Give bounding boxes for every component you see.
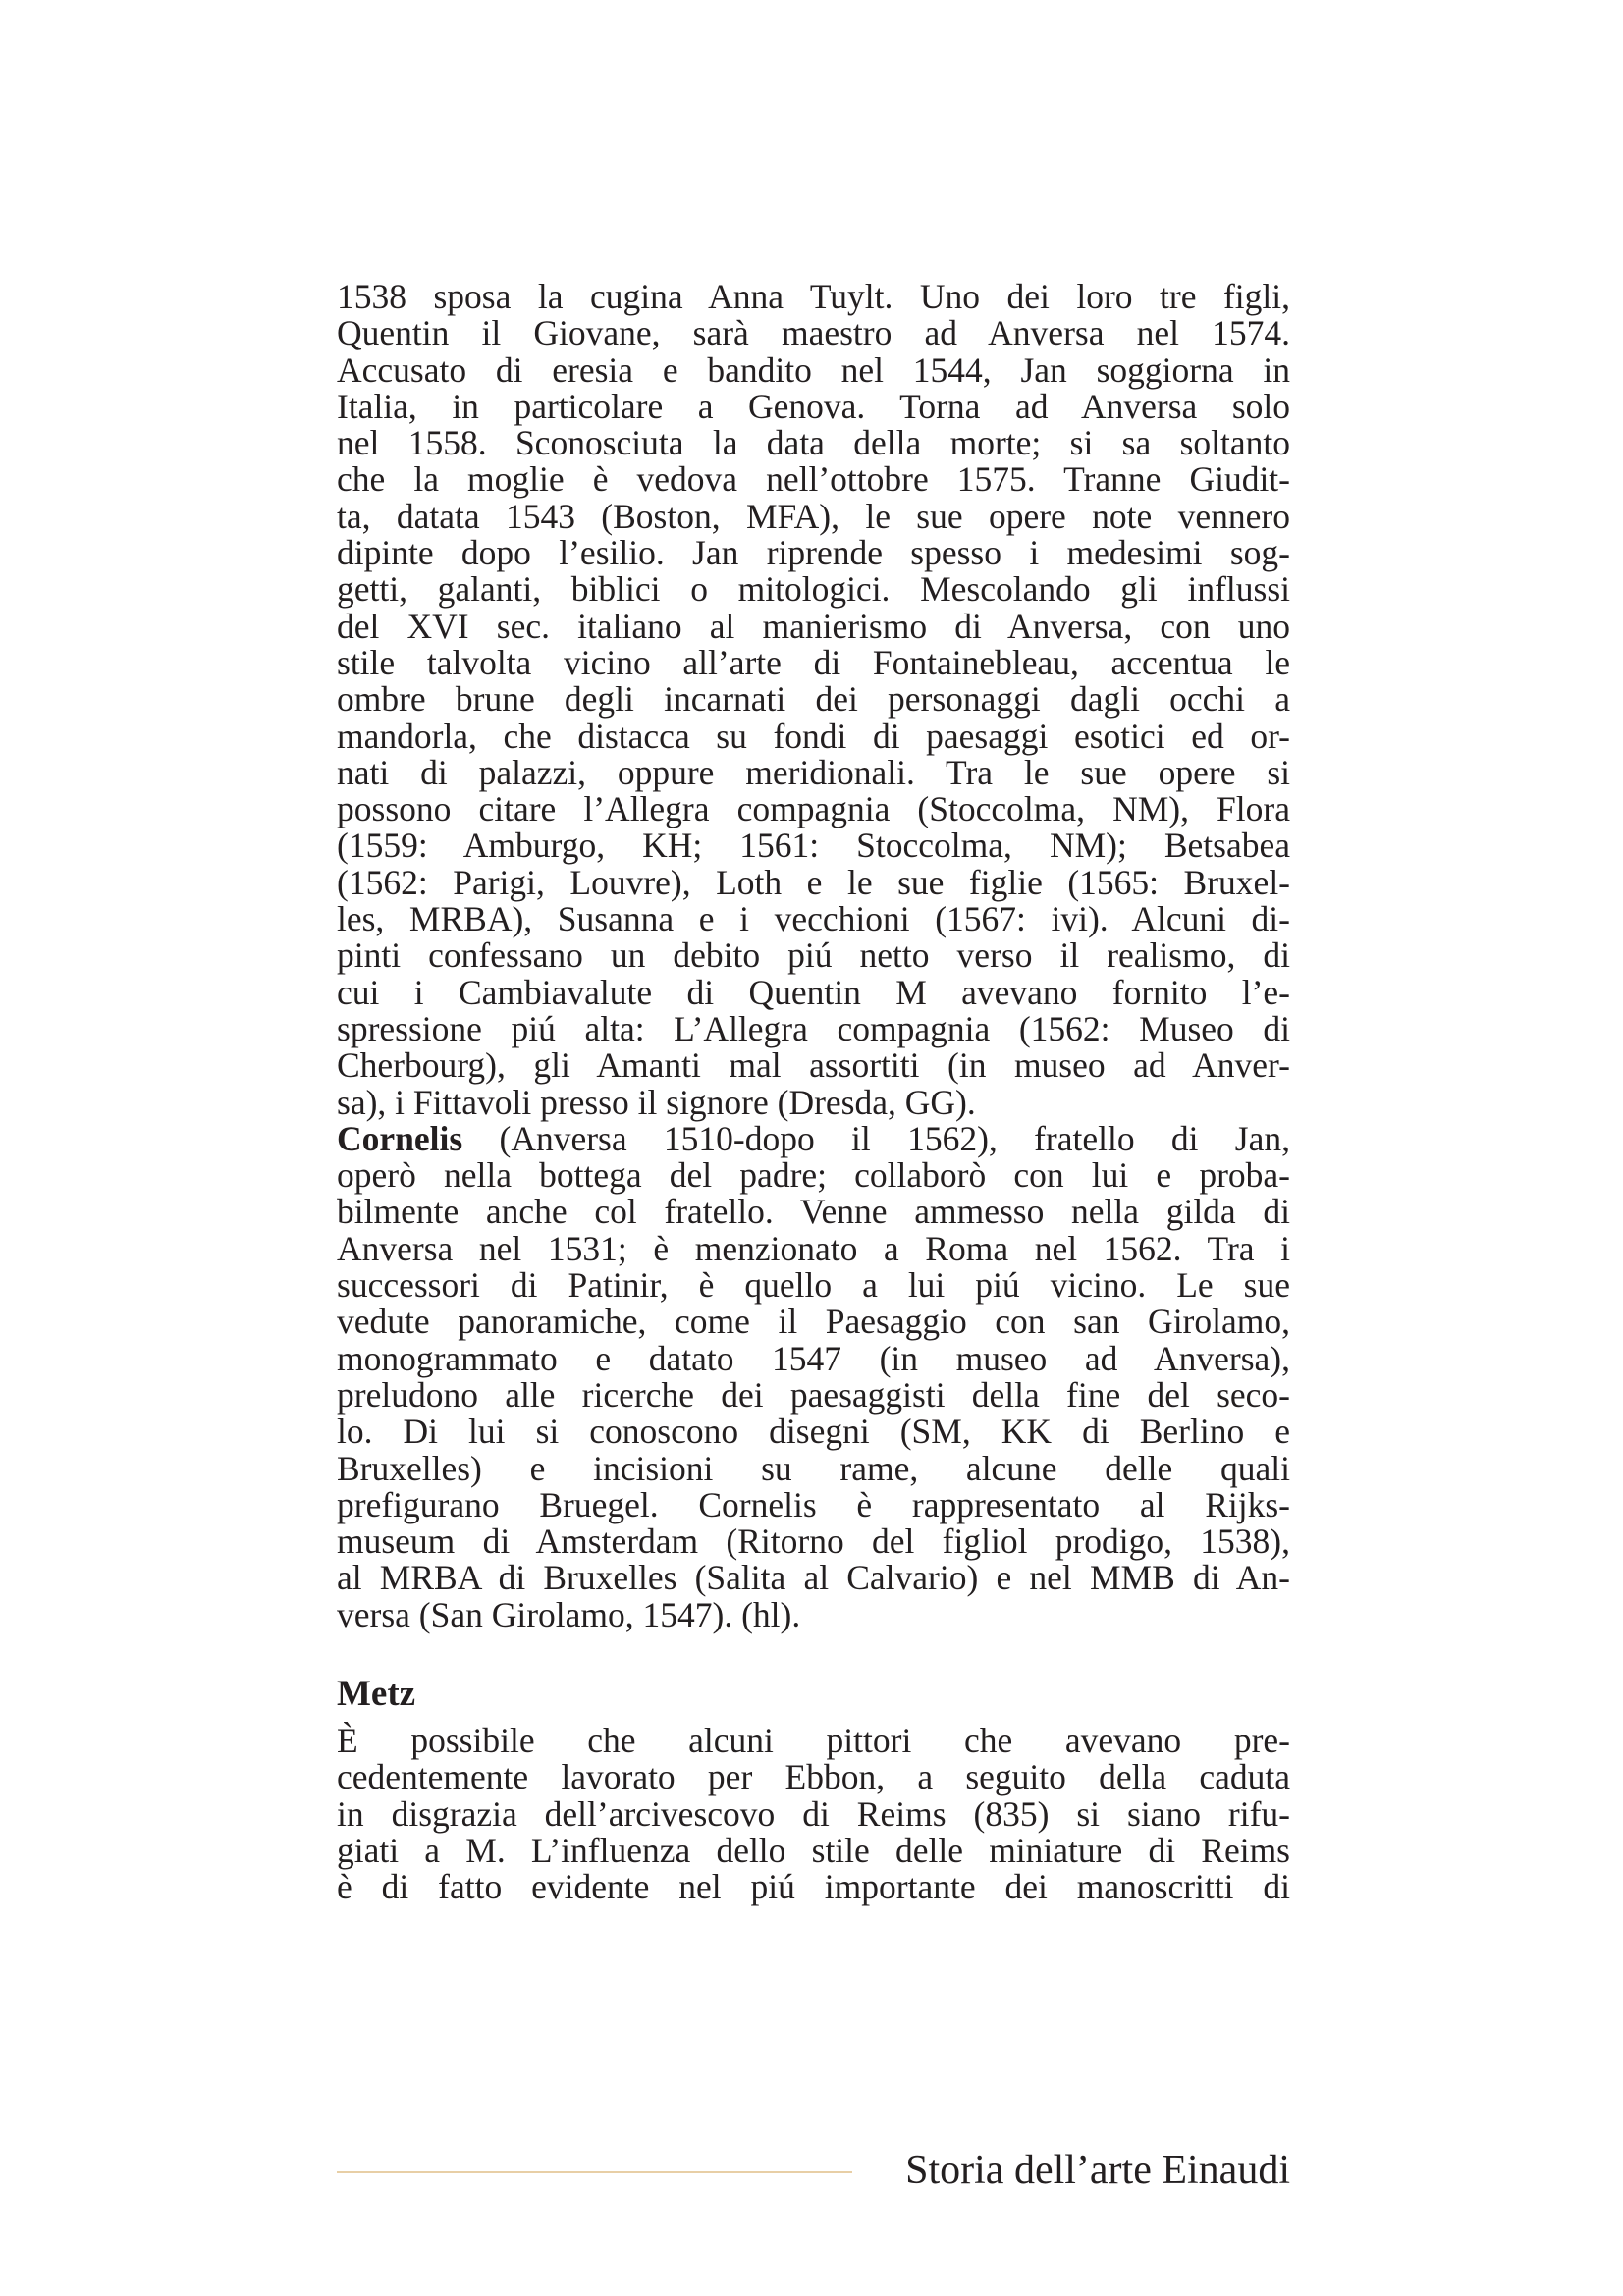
text-line: 1538 sposa la cugina Anna Tuylt. Uno dei loro tre figli,	[337, 277, 1290, 316]
text-line: giati a M. L’influenza dello stile delle miniature di Reims	[337, 1830, 1290, 1870]
text-line: È possibile che alcuni pittori che avevano pre-	[337, 1720, 1290, 1760]
text-line: les, MRBA), Susanna e i vecchioni (1567: ivi). Alcuni di-	[337, 899, 1290, 939]
text-line: preludono alle ricerche dei paesaggisti della fine del seco-	[337, 1374, 1290, 1415]
entry-cornelis	[337, 1118, 1290, 1634]
text-line: (1559: Amburgo, KH; 1561: Stoccolma, NM); Betsabea	[337, 826, 1290, 866]
entry-continuation	[337, 279, 1290, 1121]
text-line: cedentemente lavorato per Ebbon, a seguito della caduta	[337, 1757, 1290, 1797]
text-line: ta, datata 1543 (Boston, MFA), le sue opere note vennero	[337, 496, 1290, 536]
text-line: possono citare l’Allegra compagnia (Stoccolma, NM), Flora	[337, 789, 1290, 829]
text-line: nel 1558. Sconosciuta la data della morte; si sa soltanto	[337, 423, 1290, 463]
text-line: in disgrazia dell’arcivescovo di Reims (835) si siano rifu-	[337, 1793, 1290, 1834]
text-line: prefigurano Bruegel. Cornelis è rappresentato al Rijks-	[337, 1484, 1290, 1524]
text-line: sa), i Fittavoli presso il signore (Dresda, GG).	[337, 1082, 976, 1122]
text-line: ombre brune degli incarnati dei personaggi dagli occhi a	[337, 679, 1290, 720]
text-line: stile talvolta vicino all’arte di Fontainebleau, accentua le	[337, 642, 1290, 682]
footer-title: Storia dell’arte Einaudi	[905, 2148, 1290, 2193]
text-line: nati di palazzi, oppure meridionali. Tra le sue opere si	[337, 752, 1290, 792]
text-line: operò nella bottega del padre; collaborò con lui e proba-	[337, 1155, 1290, 1196]
entry-metz	[337, 1666, 1290, 1905]
text-line: del XVI sec. italiano al manierismo di Anversa, con uno	[337, 606, 1290, 646]
text-line	[337, 1118, 1290, 1158]
text-line: Bruxelles) e incisioni su rame, alcune delle quali	[337, 1448, 1290, 1488]
text-line: pinti confessano un debito piú netto verso il realismo, di	[337, 935, 1290, 976]
text-line: vedute panoramiche, come il Paesaggio con san Girolamo,	[337, 1302, 1290, 1342]
footer-rule	[337, 2171, 852, 2173]
text-line: Italia, in particolare a Genova. Torna ad Anversa solo	[337, 386, 1290, 426]
text-line: getti, galanti, biblici o mitologici. Mescolando gli influssi	[337, 569, 1290, 610]
entry-name: Cornelis	[337, 1118, 463, 1158]
text-line: Quentin il Giovane, sarà maestro ad Anversa nel 1574.	[337, 313, 1290, 353]
text-column	[337, 279, 1290, 1905]
text-line: Anversa nel 1531; è menzionato a Roma nel 1562. Tra i	[337, 1228, 1290, 1268]
text-line: al MRBA di Bruxelles (Salita al Calvario) e nel MMB di An-	[337, 1558, 1290, 1598]
text-line: (1562: Parigi, Louvre), Loth e le sue figlie (1565: Bruxel-	[337, 862, 1290, 902]
text-line: successori di Patinir, è quello a lui piú vicino. Le sue	[337, 1265, 1290, 1306]
text-line: museum di Amsterdam (Ritorno del figliol prodigo, 1538),	[337, 1522, 1290, 1562]
text-line: dipinte dopo l’esilio. Jan riprende spesso i medesimi sog-	[337, 533, 1290, 573]
text-line: Cherbourg), gli Amanti mal assortiti (in museo ad Anver-	[337, 1045, 1290, 1086]
text-line: mandorla, che distacca su fondi di paesaggi esotici ed or-	[337, 716, 1290, 756]
entry-heading: Metz	[337, 1673, 416, 1714]
text-line: cui i Cambiavalute di Quentin M avevano fornito l’e-	[337, 972, 1290, 1012]
text-line: lo. Di lui si conoscono disegni (SM, KK di Berlino e	[337, 1412, 1290, 1452]
section-gap	[337, 1633, 1290, 1666]
text-line: versa (San Girolamo, 1547). (hl).	[337, 1594, 801, 1634]
text-line: monogrammato e datato 1547 (in museo ad Anversa),	[337, 1338, 1290, 1378]
text-line: spressione piú alta: L’Allegra compagnia (1562: Museo di	[337, 1008, 1290, 1048]
text-line: Accusato di eresia e bandito nel 1544, Jan soggiorna in	[337, 349, 1290, 390]
entry-text: (Anversa 1510-dopo il 1562), fratello di Jan,	[462, 1118, 1290, 1158]
text-line: è di fatto evidente nel piú importante dei manoscritti di	[337, 1867, 1290, 1907]
text-line: bilmente anche col fratello. Venne ammesso nella gilda di	[337, 1192, 1290, 1232]
text-line: che la moglie è vedova nell’ottobre 1575. Tranne Giudit-	[337, 459, 1290, 500]
